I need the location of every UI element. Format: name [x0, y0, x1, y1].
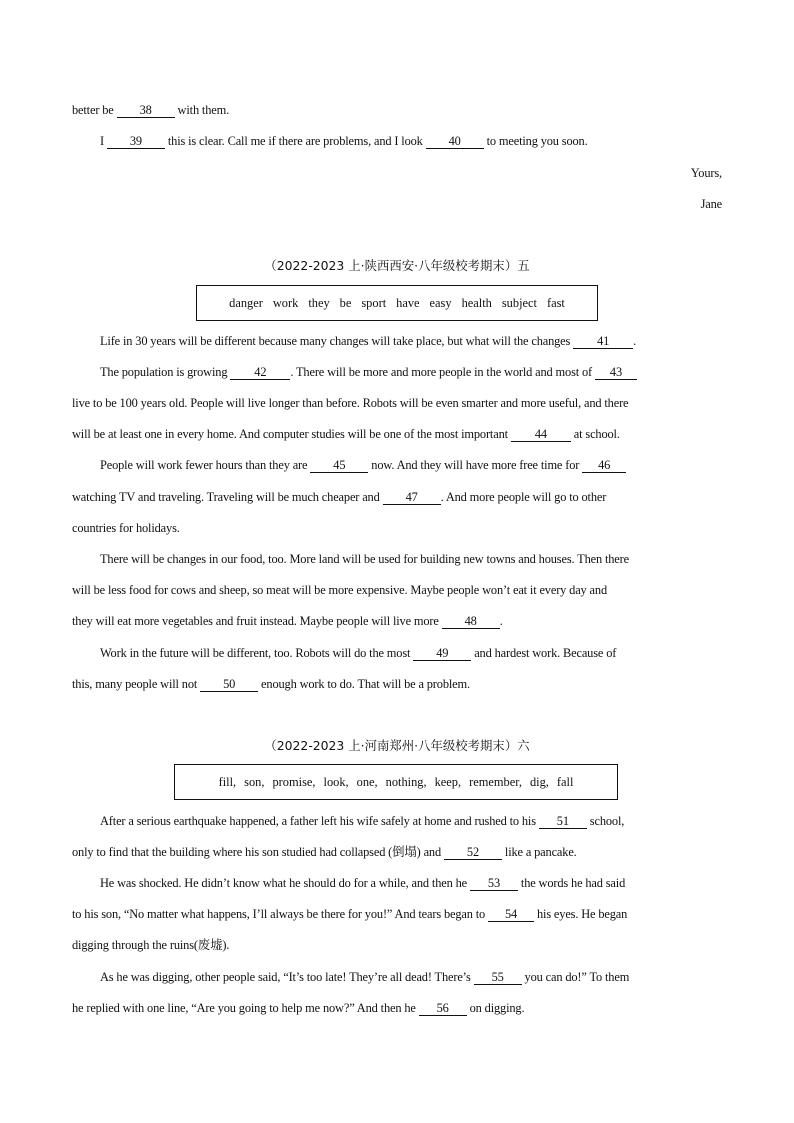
text: with them.	[174, 103, 230, 117]
text: better be	[72, 103, 117, 117]
blank-46[interactable]: 46	[582, 458, 626, 473]
text: this is clear. Call me if there are problems, and I look	[164, 134, 426, 148]
blank-51[interactable]: 51	[539, 814, 587, 829]
text: now. And they will have more free time for	[368, 458, 583, 472]
word-option: son,	[244, 774, 265, 789]
s5-line	[100, 457, 723, 473]
s5-line: There will be changes in our food, too. More land will be used for building new towns and houses. Then there	[100, 552, 629, 566]
s5-line: live to be 100 years old. People will live longer than before. Robots will be even smarter and more useful, and there	[72, 396, 629, 410]
text: like a pancake.	[501, 845, 577, 859]
word-option: danger	[229, 295, 263, 310]
text: The population is growing	[100, 365, 231, 379]
blank-43[interactable]: 43	[595, 365, 637, 380]
blank-47[interactable]: 47	[383, 490, 441, 505]
s5-line	[100, 645, 723, 661]
text: only to find that the building where his son studied had collapsed (倒塌) and	[72, 845, 444, 859]
s5-line	[100, 364, 723, 380]
s6-line	[100, 813, 723, 829]
blank-41[interactable]: 41	[573, 334, 633, 349]
text: People will work fewer hours than they are	[100, 458, 311, 472]
text: As he was digging, other people said, “It’s too late! They’re all dead! There’s	[100, 970, 474, 984]
word-option: be	[339, 295, 352, 310]
text: the words he had said	[517, 876, 626, 890]
letter-line-2	[100, 133, 723, 149]
blank-56[interactable]: 56	[419, 1001, 467, 1016]
s6-line	[72, 844, 723, 860]
blank-49[interactable]: 49	[413, 646, 471, 661]
word-option: fall	[556, 774, 574, 789]
s5-line: will be less food for cows and sheep, so meat will be more expensive. Maybe people won’t eat it every day and	[72, 583, 607, 597]
section-6-title: （2022-2023 上·河南郑州·八年级校考期末）六	[264, 738, 530, 753]
text: you can do!” To them	[521, 970, 630, 984]
word-option: keep,	[434, 774, 462, 789]
letter-closing: Yours,	[690, 166, 722, 180]
text: . And more people will go to other	[440, 490, 607, 504]
s5-line	[72, 426, 723, 442]
text: school,	[586, 814, 625, 828]
blank-48[interactable]: 48	[442, 614, 500, 629]
text: his eyes. He began	[534, 907, 628, 921]
text: on digging.	[466, 1001, 525, 1015]
blank-42[interactable]: 42	[230, 365, 290, 380]
text: will be at least one in every home. And computer studies will be one of the most important	[72, 427, 511, 441]
text: .	[633, 334, 637, 348]
section-6-word-box	[174, 764, 618, 800]
text: He was shocked. He didn’t know what he should do for a while, and then he	[100, 876, 470, 890]
word-option: nothing,	[385, 774, 427, 789]
text: I	[100, 134, 107, 148]
blank-54[interactable]: 54	[488, 907, 534, 922]
word-option: health	[461, 295, 492, 310]
s6-line	[72, 906, 723, 922]
blank-40[interactable]: 40	[426, 134, 484, 149]
blank-39[interactable]: 39	[107, 134, 165, 149]
word-option: fill,	[218, 774, 237, 789]
s6-line	[72, 1000, 723, 1016]
blank-52[interactable]: 52	[444, 845, 502, 860]
text: this, many people will not	[72, 677, 201, 691]
word-option: work	[272, 295, 299, 310]
blank-38[interactable]: 38	[117, 103, 175, 118]
section-5-word-box	[196, 285, 598, 321]
word-option: easy	[429, 295, 452, 310]
blank-44[interactable]: 44	[511, 427, 571, 442]
word-option: promise,	[272, 774, 316, 789]
word-option: dig,	[529, 774, 549, 789]
text: at school.	[570, 427, 620, 441]
s5-line: countries for holidays.	[72, 521, 180, 535]
word-option: one,	[356, 774, 378, 789]
text: and hardest work. Because of	[471, 646, 617, 660]
word-option: subject	[501, 295, 537, 310]
text: Life in 30 years will be different because many changes will take place, but what will the changes	[100, 334, 574, 348]
text: to meeting you soon.	[483, 134, 588, 148]
s5-line	[72, 489, 723, 505]
text: he replied with one line, “Are you going to help me now?” And then he	[72, 1001, 419, 1015]
word-option: fast	[546, 295, 565, 310]
blank-53[interactable]: 53	[470, 876, 518, 891]
blank-55[interactable]: 55	[474, 970, 522, 985]
letter-line-1	[72, 102, 723, 118]
text: . There will be more and more people in the world and most of	[290, 365, 595, 379]
s5-line	[72, 676, 723, 692]
text: watching TV and traveling. Traveling will be much cheaper and	[72, 490, 383, 504]
word-option: they	[308, 295, 330, 310]
letter-signature: Jane	[700, 197, 722, 211]
s6-line: digging through the ruins(废墟).	[72, 938, 230, 952]
text: .	[499, 614, 503, 628]
s6-line	[100, 875, 723, 891]
section-5-title: （2022-2023 上·陕西西安·八年级校考期末）五	[264, 258, 530, 273]
word-option: look,	[323, 774, 349, 789]
word-option: have	[396, 295, 420, 310]
s5-line	[100, 333, 723, 349]
word-option: sport	[361, 295, 387, 310]
blank-45[interactable]: 45	[310, 458, 368, 473]
text: they will eat more vegetables and fruit instead. Maybe people will live more	[72, 614, 442, 628]
s6-line	[100, 969, 723, 985]
text: enough work to do. That will be a problem.	[258, 677, 470, 691]
text: to his son, “No matter what happens, I’ll always be there for you!” And tears began to	[72, 907, 489, 921]
blank-50[interactable]: 50	[200, 677, 258, 692]
text: After a serious earthquake happened, a father left his wife safely at home and rushed to his	[100, 814, 539, 828]
word-option: remember,	[469, 774, 522, 789]
text: Work in the future will be different, too. Robots will do the most	[100, 646, 414, 660]
s5-line	[72, 613, 723, 629]
